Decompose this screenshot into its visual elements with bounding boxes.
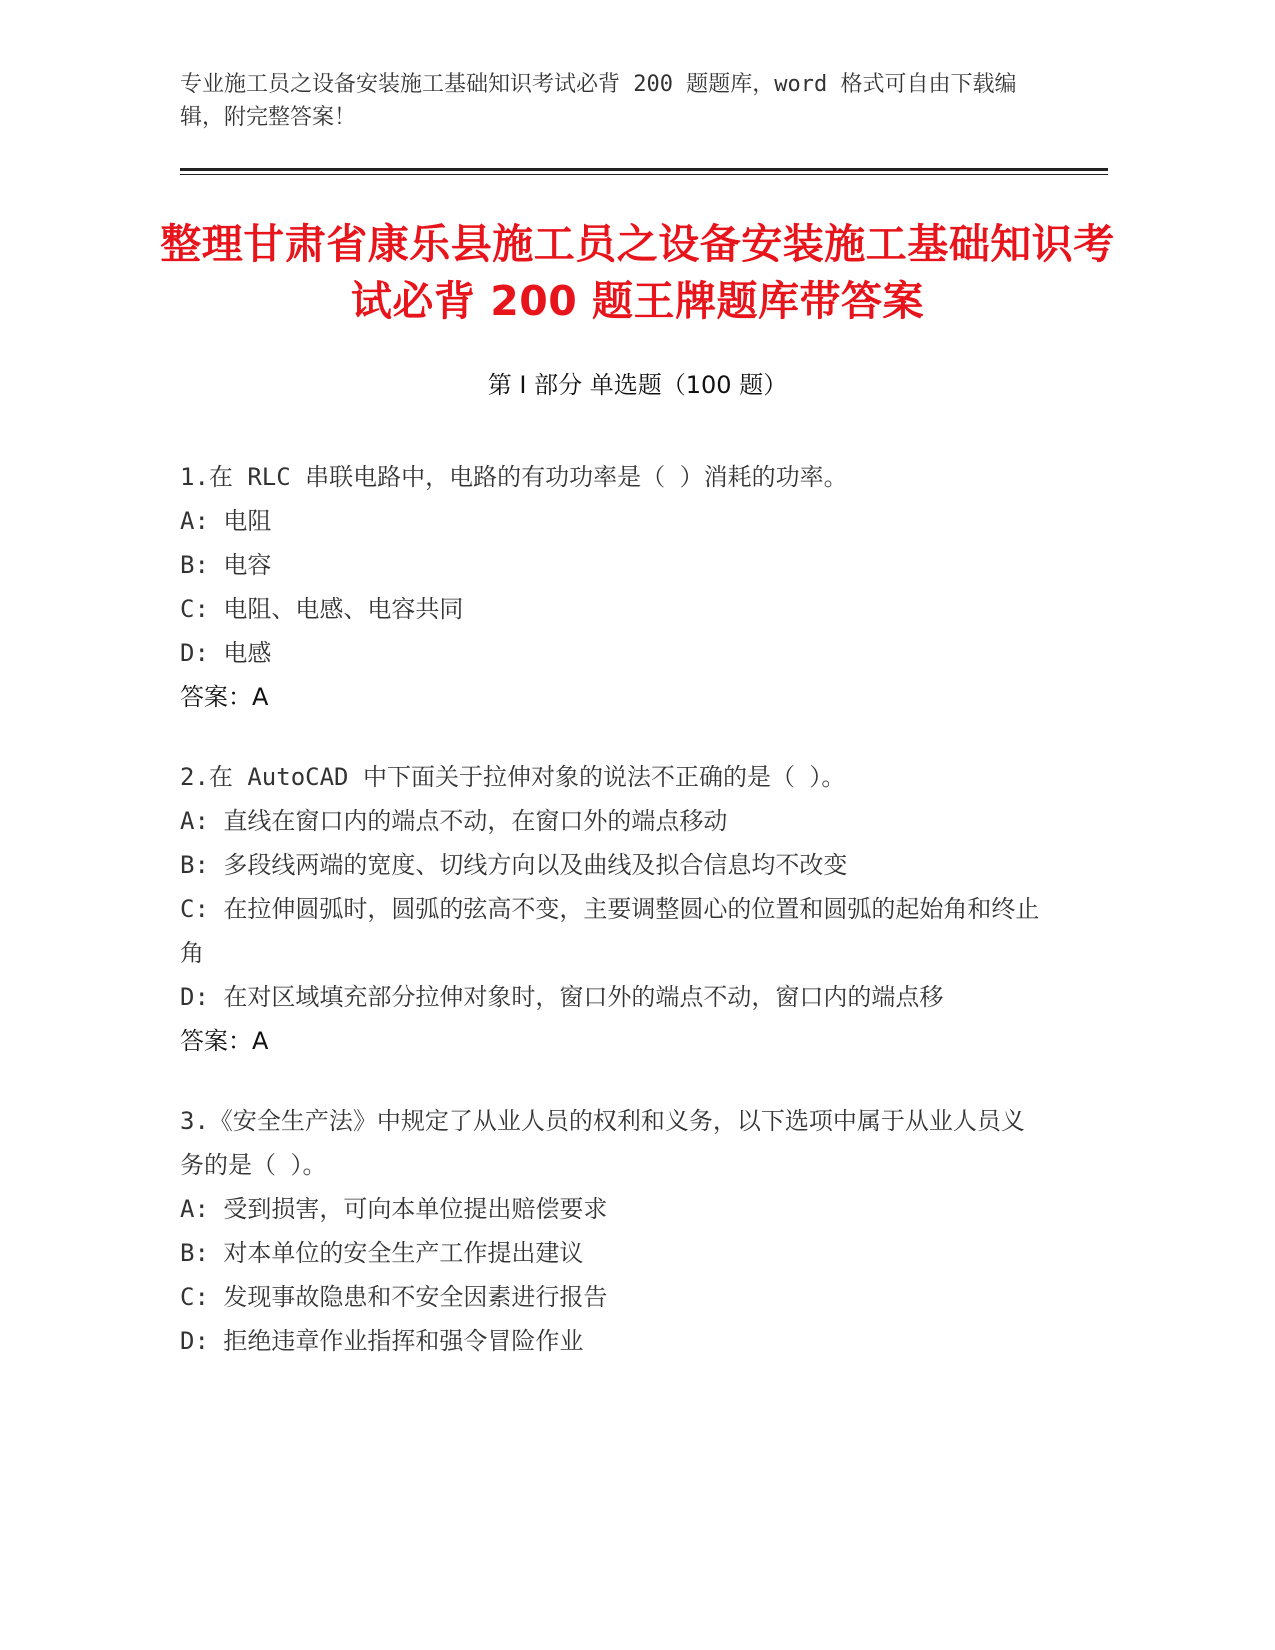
option-d: D: 电感 [180, 639, 272, 667]
answer-line: 答案：A [180, 683, 269, 711]
option-c: C: 电阻、电感、电容共同 [180, 595, 464, 623]
question-stem: 2.在 AutoCAD 中下面关于拉伸对象的说法不正确的是（ ）。 [180, 763, 846, 791]
question-stem: 3.《安全生产法》中规定了从业人员的权利和义务，以下选项中属于从业人员义务的是（ ）。 [180, 1107, 1025, 1179]
option-b: B: 电容 [180, 551, 272, 579]
option-b: B: 对本单位的安全生产工作提出建议 [180, 1239, 584, 1267]
header-note: 专业施工员之设备安装施工基础知识考试必背 200 题题库，word 格式可自由下载编辑，附完整答案！ [180, 72, 1017, 130]
question-3 [180, 1099, 1040, 1363]
option-b: B: 多段线两端的宽度、切线方向以及曲线及拟合信息均不改变 [180, 851, 848, 879]
option-d: D: 拒绝违章作业指挥和强令冒险作业 [180, 1327, 584, 1355]
question-1 [180, 455, 1040, 719]
question-list [180, 455, 1040, 1399]
option-a: A: 电阻 [180, 507, 272, 535]
option-a: A: 直线在窗口内的端点不动，在窗口外的端点移动 [180, 807, 728, 835]
section-title: 第 I 部分 单选题（100 题） [487, 371, 788, 399]
answer-line: 答案：A [180, 1027, 269, 1055]
option-c: C: 发现事故隐患和不安全因素进行报告 [180, 1283, 608, 1311]
option-c: C: 在拉伸圆弧时，圆弧的弦高不变，主要调整圆心的位置和圆弧的起始角和终止角 [180, 895, 1040, 967]
question-2 [180, 755, 1040, 1063]
header-divider-thick [180, 168, 1108, 171]
document-title: 整理甘肃省康乐县施工员之设备安装施工基础知识考试必背 200 题王牌题库带答案 [160, 220, 1115, 325]
header-divider-thin [180, 174, 1108, 175]
question-stem: 1.在 RLC 串联电路中，电路的有功功率是（ ）消耗的功率。 [180, 463, 848, 491]
option-d: D: 在对区域填充部分拉伸对象时，窗口外的端点不动，窗口内的端点移 [180, 983, 944, 1011]
option-a: A: 受到损害，可向本单位提出赔偿要求 [180, 1195, 608, 1223]
